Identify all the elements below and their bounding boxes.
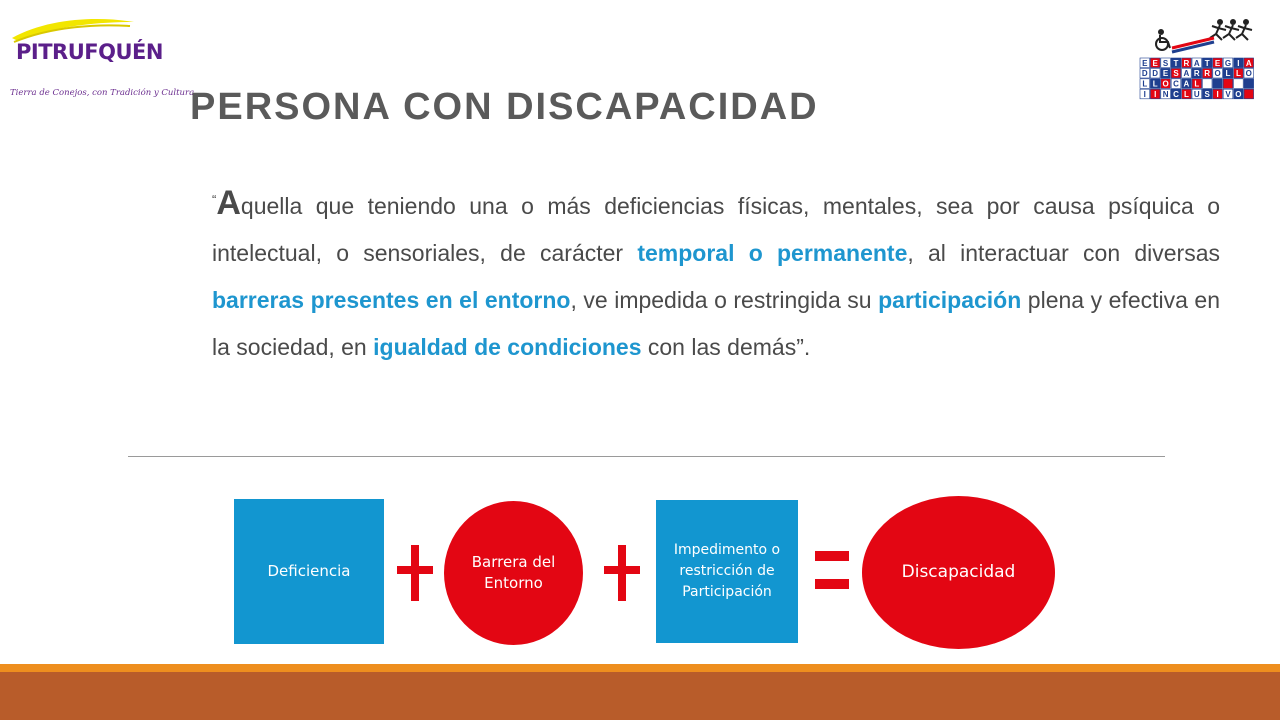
edli-letter: S — [1204, 90, 1210, 99]
definition-text: , al interactuar con diversas — [907, 240, 1220, 266]
discapacidad-label: Discapacidad — [901, 562, 1016, 582]
edli-cell — [1234, 79, 1244, 89]
edli-letter: A — [1193, 58, 1200, 68]
edli-letter: R — [1204, 69, 1211, 79]
edli-letter: C — [1173, 79, 1179, 89]
edli-letter: R — [1193, 69, 1200, 79]
edli-cell — [1202, 79, 1212, 89]
logo-name: PITRUFQUÉN — [16, 40, 163, 64]
footer-band-brown — [0, 672, 1280, 720]
barrera-circle — [444, 501, 583, 645]
edli-letter: E — [1162, 69, 1169, 79]
edli-letter: A — [1183, 79, 1190, 89]
edli-letter: S — [1162, 58, 1169, 68]
edli-logo — [1136, 18, 1258, 104]
edli-letter: O — [1162, 79, 1169, 89]
edli-letter: A — [1183, 69, 1190, 79]
definition-text: con las demás”. — [641, 334, 811, 360]
definition-text: plena y efectiva en la sociedad, en — [212, 287, 1221, 360]
definition-paragraph — [212, 180, 1220, 371]
divider-line — [128, 456, 1165, 457]
edli-letter: L — [1225, 69, 1231, 79]
edli-letter: I — [1154, 90, 1157, 99]
plus-icon — [604, 545, 640, 601]
edli-cell — [1244, 79, 1254, 89]
first-letter: A — [216, 184, 241, 222]
edli-letter: N — [1162, 90, 1169, 99]
highlight-temporal: temporal o permanente — [637, 240, 908, 266]
edli-letter: L — [1183, 90, 1189, 99]
edli-cell — [1244, 89, 1254, 99]
edli-letter: L — [1152, 79, 1158, 89]
edli-letter: A — [1245, 58, 1252, 68]
impedimento-label: Impedimento o restricción de Participación — [673, 542, 781, 600]
impedimento-box — [656, 500, 798, 643]
edli-letter: I — [1216, 90, 1219, 99]
highlight-barreras: barreras presentes en el entorno — [212, 287, 571, 313]
discapacidad-circle — [862, 496, 1055, 649]
highlight-participacion: participación — [878, 287, 1022, 313]
edli-letter: O — [1235, 90, 1242, 99]
equals-icon — [815, 549, 849, 593]
edli-letter: E — [1214, 58, 1221, 68]
edli-letter: G — [1224, 58, 1232, 68]
edli-letter: D — [1141, 69, 1148, 79]
edli-letter: L — [1194, 79, 1200, 89]
edli-letter: I — [1237, 58, 1240, 68]
edli-letter: R — [1183, 58, 1190, 68]
edli-letter: L — [1142, 79, 1148, 89]
plus-icon — [397, 545, 433, 601]
edli-letter: T — [1173, 58, 1179, 68]
footer-band-orange — [0, 664, 1280, 672]
edli-letter: O — [1214, 69, 1221, 79]
deficiencia-box — [234, 499, 384, 644]
edli-letter: T — [1204, 58, 1210, 68]
definition-text: quella que teniendo una o más deficiencias físicas, mentales, sea por causa psíquica o intelectual, o sensoriales, de carácter — [212, 193, 1220, 266]
edli-letter: L — [1235, 69, 1241, 79]
barrera-label: Barrera del Entorno — [471, 553, 556, 592]
edli-cell — [1213, 79, 1223, 89]
edli-letter: I — [1143, 90, 1146, 99]
edli-grid-icon — [1136, 18, 1258, 104]
edli-letter: D — [1152, 69, 1159, 79]
pitrufquen-logo — [8, 14, 195, 104]
edli-letter: E — [1152, 58, 1158, 68]
edli-letter: O — [1245, 69, 1252, 79]
definition-text: , ve impedida o restringida su — [570, 287, 879, 313]
edli-letter: V — [1225, 90, 1231, 99]
edli-cell — [1223, 79, 1233, 89]
edli-letter: U — [1193, 90, 1200, 99]
highlight-igualdad: igualdad de condiciones — [373, 334, 642, 360]
page-title: PERSONA CON DISCAPACIDAD — [190, 86, 819, 128]
deficiencia-label: Deficiencia — [267, 562, 351, 580]
edli-letter: E — [1142, 58, 1148, 68]
edli-letter: S — [1173, 69, 1179, 79]
edli-letter: C — [1173, 90, 1179, 99]
open-quote: “ — [212, 192, 217, 207]
logo-tagline: Tierra de Conejos, con Tradición y Cultura — [10, 88, 195, 98]
